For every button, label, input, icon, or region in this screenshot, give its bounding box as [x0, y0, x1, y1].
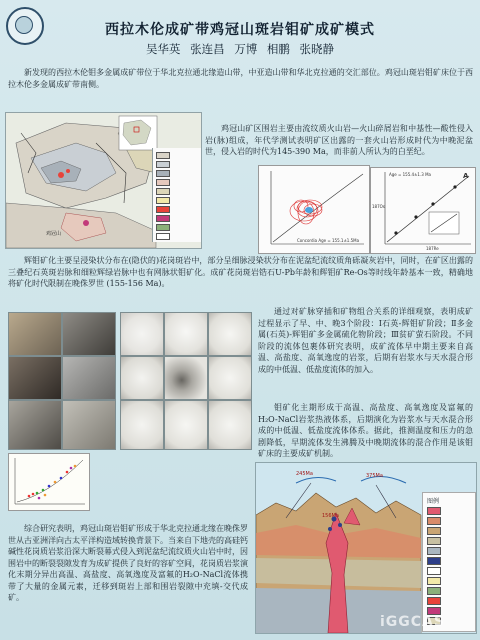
- ore-photo-4: [62, 356, 116, 400]
- isochron-graphic: [371, 168, 475, 253]
- fluids-paragraph: 钼矿化主期形成于高温、高盐度、高氧逸度及富氟的H₂O-NaCl岩浆热液体系，后期演化为岩浆水与天水混合形成的中低温、低盐度流体体系。据此，推测温度和压力的急剧降低，早期流体发生沸腾及中晚期流体的混合作用是该钼矿床的主要成矿机制。: [258, 403, 473, 458]
- map-place-label: 鸡冠山: [46, 231, 62, 237]
- isochron-y-label: 187Os: [372, 204, 385, 209]
- homogenization-scatter-plot: [8, 453, 90, 511]
- inclusion-photo-7: [120, 400, 164, 450]
- section-label-3: 375Ma: [366, 473, 383, 479]
- ore-photo-6: [62, 400, 116, 450]
- inclusion-photo-3: [208, 312, 252, 356]
- ore-photo-2: [62, 312, 116, 356]
- ore-photo-1: [8, 312, 62, 356]
- geology-paragraph: 鸡冠山矿区围岩主要由流纹质火山岩—火山碎屑岩和中基性—酸性侵入岩(脉)组成，年代学测试表明矿区出露的一套火山岩形成时代为中晚泥盆世，侵入岩的时代为145-390 Ma，而非前人所认为的白垩纪。: [205, 124, 473, 156]
- stages-paragraph: 通过对矿脉穿插和矿物组合关系的详细观察，表明成矿过程显示了早、中、晚3个阶段：Ⅰ石英-辉钼矿阶段；Ⅱ多金属(石英)-辉钼矿多金属硫化物阶段；Ⅲ贫矿萤石阶段。不同阶段的流体包裹体研究表明，成矿流体早中期主要来自高温、高盐度、高氧逸度的岩浆，后期有岩浆水与天水混合形成的中低温、低盐度流体的加入。: [258, 307, 473, 374]
- isochron-x-label: 187Re: [426, 246, 439, 251]
- model-legend-title: 图例: [427, 498, 440, 505]
- scatter-graphic: [9, 454, 89, 510]
- inclusion-photo-5: [164, 356, 208, 400]
- isochron-panel-label: A: [463, 172, 469, 180]
- section-label-2: 156Ma: [322, 513, 339, 519]
- watermark: iGGCAS: [380, 614, 445, 630]
- inclusion-photo-6: [208, 356, 252, 400]
- model-legend: [422, 492, 476, 632]
- synthesis-paragraph: 综合研究表明，鸡冠山斑岩钼矿形成于华北克拉通北缘在晚侏罗世从古亚洲洋向古太平洋构造域转换背景下。当来自下地壳的高硅钙碱性花岗质岩浆沿深大断裂幕式侵入到泥盆纪流纹质火山岩中时，因围岩中的断裂裂隙发育为成矿提供了良好的容矿空间，花岗质岩浆演化末期分异出高温、高盐度、高氧逸度及富氟的H₂O-NaCl流体携带了大量的金属元素，迁移到斑岩上部和围岩裂隙中充填-交代成矿。: [8, 524, 248, 602]
- re-os-isochron-plot: [370, 167, 476, 254]
- concordia-plot: [258, 165, 370, 254]
- inclusion-photo-2: [164, 312, 208, 356]
- concordia-caption: Concordia Age = 155.1±1.5Ma: [297, 238, 360, 243]
- intro-paragraph: 新发现的西拉木伦钼多金属成矿带位于华北克拉通北缘造山带，中亚造山带和华北克拉通的交汇部位。鸡冠山斑岩钼矿床位于西拉木伦多金属成矿带南侧。: [8, 68, 473, 89]
- inclusion-photo-9: [208, 400, 252, 450]
- poster-title: 西拉木伦成矿带鸡冠山斑岩钼矿成矿模式: [105, 22, 375, 38]
- map-legend: [152, 148, 201, 242]
- poster-authors: 吴华英 张连昌 万博 相鹏 张晓静: [145, 42, 335, 56]
- inclusion-photo-1: [120, 312, 164, 356]
- mineralization-paragraph: 辉钼矿化主要呈浸染状分布在(隐伏的)花岗斑岩中，部分呈细脉浸染状分布在泥盆纪流纹质角砾凝灰岩中，同时，在矿区出露的三叠纪石英斑岩脉和细粒辉绿岩脉中也有网脉状钼矿化。成矿花岗斑岩锆石U-Pb年龄和辉钼矿Re-Os等时线年龄基本一致，精确地将矿化时代限制在晚侏罗世 (155-156 Ma)。: [8, 256, 473, 288]
- section-label-1: 245Ma: [296, 471, 313, 477]
- ore-photo-5: [8, 400, 62, 450]
- ore-photo-3: [8, 356, 62, 400]
- isochron-age: Age = 155.4±1.3 Ma: [389, 172, 431, 177]
- inclusion-photo-8: [164, 400, 208, 450]
- inclusion-photo-4: [120, 356, 164, 400]
